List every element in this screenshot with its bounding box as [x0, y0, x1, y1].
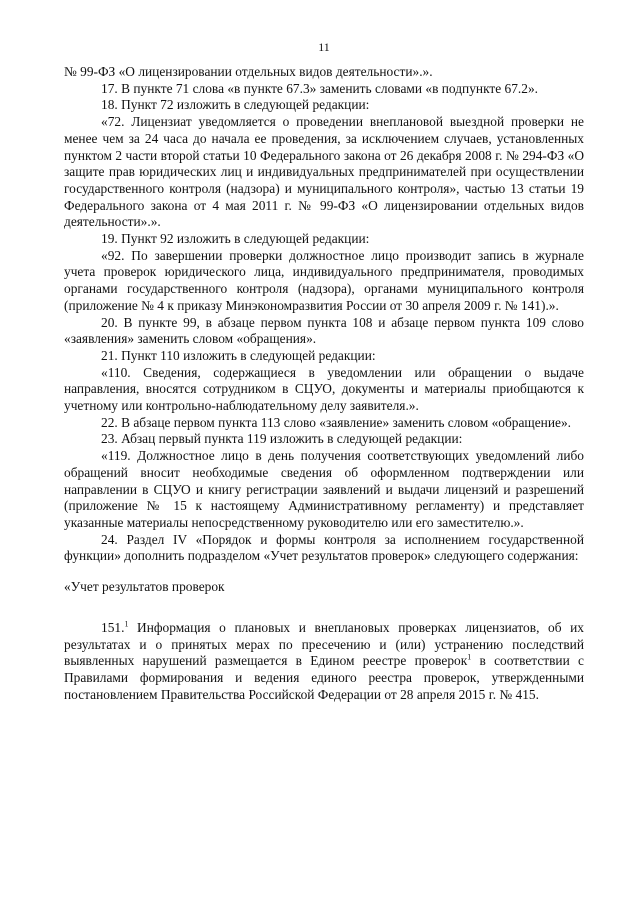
paragraph-item-23: 23. Абзац первый пункта 119 изложить в следующей редакции: [101, 431, 463, 447]
superscript: 1 [124, 619, 129, 629]
paragraph-item-22: 22. В абзаце первом пункта 113 слово «заявление» заменить словом «обращение». [101, 414, 571, 430]
page-number: 11 [318, 40, 330, 54]
paragraph-item-21: 21. Пункт 110 изложить в следующей редакции: [101, 347, 376, 363]
paragraph-item-18: 18. Пункт 72 изложить в следующей редакции: [101, 97, 370, 113]
document-page [64, 40, 584, 703]
paragraph-quote-110: «110. Сведения, содержащиеся в уведомлении или обращении о выдаче направления, вносятся сотрудником в СЦУО, документы и материалы приобщаются к учетному или контрольно-наблюдательному делу заявителя.». [64, 364, 584, 414]
paragraph-item-24: 24. Раздел IV «Порядок и формы контроля за исполнением государственной функции» дополнить подразделом «Учет результатов проверок» следующего содержания: [64, 531, 584, 564]
paragraph-continuation: № 99-ФЗ «О лицензировании отдельных видов деятельности».». [64, 64, 433, 79]
paragraph-item-20: 20. В пункте 99, в абзаце первом пункта 108 и абзаце первом пункта 109 слово «заявления» заменить словом «обращения». [64, 314, 584, 347]
paragraph-151-1 [64, 620, 584, 704]
paragraph-item-19: 19. Пункт 92 изложить в следующей редакции: [101, 231, 370, 247]
section-heading: «Учет результатов проверок [64, 579, 225, 595]
paragraph-text-part1: Информация о плановых и внеплановых проверках лицензиатов, об их результатах и о принятых мерах по пресечению и (или) устранению последствий выявленных нарушений размещается в Едином реестре проверок [64, 619, 584, 669]
paragraph-number: 151. [101, 619, 125, 635]
paragraph-text-part2: в соответствии с Правилами формирования и ведения единого реестра проверок, утвержденными постановлением Правительства Российской Федерации от 28 апреля 2015 г. № 415. [64, 653, 584, 702]
paragraph-quote-92: «92. По завершении проверки должностное лицо производит запись в журнале учета проверок юридического лица, индивидуального предпринимателя, проводимых органами государственного контроля (надзора), органами муниципального контроля (приложение № 4 к приказу Минэкономразвития России от 30 апреля 2009 г. № 141).». [64, 247, 584, 313]
paragraph-item-17: 17. В пункте 71 слова «в пункте 67.3» заменить словами «в подпункте 67.2». [101, 80, 539, 96]
paragraph-quote-119: «119. Должностное лицо в день получения соответствующих уведомлений либо обращений вносит необходимые сведения об оформленном подтверждении или направлении в СЦУО и книгу регистрации заявлений и выдачи лицензий и разрешений (приложение № 15 к настоящему Административному регламенту) и представляет указанные материалы непосредственному руководителю или его заместителю.». [64, 448, 584, 530]
footnote-marker: 1 [467, 652, 472, 662]
paragraph-quote-72: «72. Лицензиат уведомляется о проведении внеплановой выездной проверки не менее чем за 24 часа до начала ее проведения, за исключением случаев, установленных пунктом 2 части второй статьи 10 Федерального закона от 26 декабря 2008 г. № 294-ФЗ «О защите прав юридических лиц и индивидуальных предпринимателей при осуществлении государственного контроля (надзора) и муниципального контроля», частью 13 статьи 19 Федерального закона от 4 мая 2011 г. № 99-ФЗ «О лицензировании отдельных видов деятельности».». [64, 114, 584, 230]
